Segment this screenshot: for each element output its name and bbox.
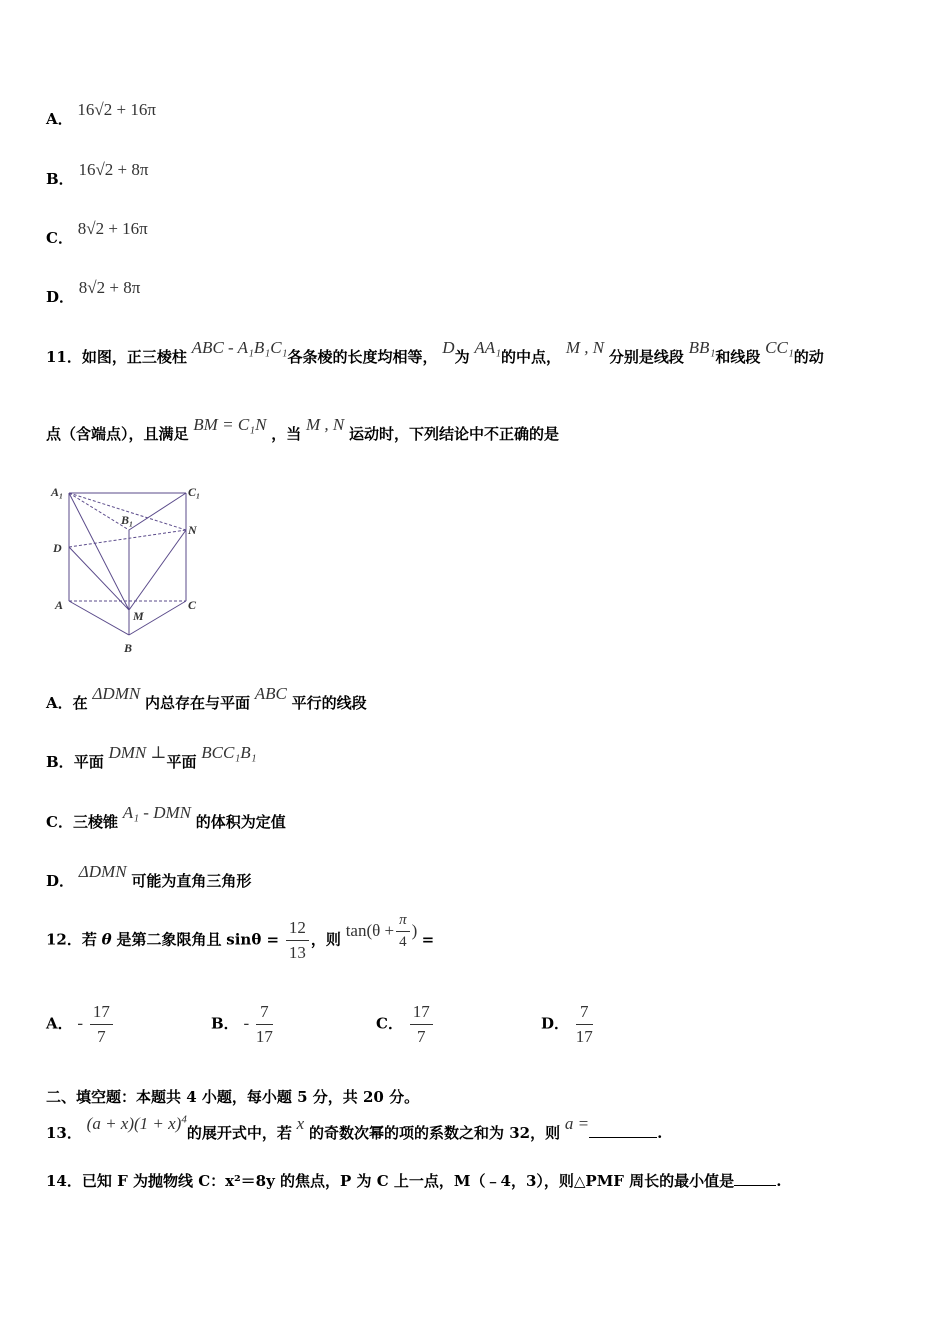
stem-math: M , N (565, 338, 605, 357)
stem-text: 的动 (793, 348, 824, 366)
option-math: ABC (254, 684, 287, 703)
q12-option-d (541, 1002, 595, 1047)
stem-math: BB₁ (688, 338, 716, 357)
option-text: 平面 (73, 753, 104, 771)
stem-text: 的中点， (501, 348, 562, 366)
segment-dn (69, 530, 186, 547)
stem-math (87, 1114, 187, 1133)
question-number: 11． (46, 348, 82, 366)
stem-text: . (776, 1172, 782, 1190)
option-label: A． (46, 1014, 73, 1033)
stem-math: AA₁ (474, 338, 502, 357)
label-m: M (133, 609, 144, 623)
denominator: 7 (97, 1027, 106, 1046)
option-label: B． (211, 1014, 239, 1033)
stem-text: 是第二象限角且 (116, 930, 222, 949)
stem-text: 的展开式中，若 (186, 1124, 292, 1142)
option-math: BCC₁B₁ (201, 743, 257, 762)
q12-option-b (211, 1002, 275, 1047)
q10-option-c (46, 219, 148, 248)
stem-text: 如图，正三棱柱 (81, 348, 187, 366)
q12-option-c (376, 1002, 435, 1047)
label-n: N (188, 523, 197, 537)
stem-math: sinθ = (226, 930, 280, 949)
stem-math: a = (564, 1114, 590, 1133)
option-text: 内总存在与平面 (144, 694, 250, 712)
option-fraction (410, 1002, 433, 1047)
option-text: 平行的线段 (291, 694, 367, 712)
tan-expression (345, 912, 422, 951)
stem-math: ABC - A₁B₁C₁ (191, 338, 288, 357)
stem-text: 已知 F 为抛物线 C：x²＝8y 的焦点，P 为 C 上一点，M（﹣4，3），则△PMF 周长的最小值是 (81, 1172, 735, 1190)
option-text: 的体积为定值 (195, 813, 286, 831)
denominator: 17 (255, 1027, 273, 1046)
answer-blank[interactable] (589, 1137, 657, 1138)
denominator: 7 (416, 1027, 426, 1046)
denominator: 4 (399, 934, 407, 951)
edge-ab (69, 601, 129, 635)
option-math: 8√2 + 16π (77, 219, 148, 238)
option-fraction (256, 1002, 273, 1047)
stem-text: ，当 (271, 425, 302, 443)
option-sign: - (77, 1013, 84, 1033)
q12-option-a (46, 1002, 115, 1047)
question-number: 12． (46, 930, 82, 949)
q11-option-b (46, 743, 257, 772)
option-label: A． (46, 110, 73, 128)
numerator: 17 (90, 1002, 113, 1025)
section-heading: 二、填空题：本题共 4 小题，每小题 5 分，共 20 分。 (46, 1088, 420, 1106)
segment-a1m (69, 493, 129, 610)
exponent: 4 (181, 1113, 187, 1126)
stem-text: 分别是线段 (608, 348, 684, 366)
q10-option-a (46, 100, 156, 129)
stem-math: M , N (305, 415, 345, 434)
tan-suffix: ) (411, 920, 418, 940)
q11-option-c (46, 803, 286, 832)
q10-option-d (46, 278, 141, 307)
question-number: 13． (46, 1124, 82, 1142)
option-math: 16√2 + 16π (77, 100, 156, 119)
expression: (a + x)(1 + x) (86, 1114, 182, 1133)
option-math: ΔDMN (92, 684, 141, 703)
stem-math: CC₁ (765, 338, 794, 357)
stem-text: 若 (81, 930, 97, 949)
q12-stem (46, 912, 435, 963)
label-b1: B₁ (121, 513, 134, 527)
equals-sign: = (421, 930, 435, 949)
segment-mn (129, 530, 186, 610)
edge-b1c1 (129, 493, 186, 530)
fraction-12-13 (286, 918, 309, 963)
label-c1: C₁ (188, 485, 201, 499)
stem-text: 运动时，下列结论中不正确的是 (349, 425, 560, 443)
q14-stem (46, 1170, 781, 1191)
answer-blank[interactable] (734, 1185, 776, 1186)
option-label: B． (46, 170, 74, 188)
label-c: C (188, 598, 197, 612)
option-sign: - (243, 1013, 250, 1033)
option-text: 在 (72, 694, 88, 712)
denominator: 17 (575, 1027, 593, 1046)
stem-math: θ (101, 930, 112, 949)
label-a1: A₁ (51, 485, 64, 499)
option-label: B． (46, 753, 74, 771)
stem-text: 点（含端点），且满足 (46, 425, 189, 443)
option-fraction (576, 1002, 593, 1047)
option-label: D． (46, 288, 75, 306)
denominator: 13 (288, 943, 306, 962)
label-b: B (124, 641, 133, 655)
stem-text: ，则 (310, 930, 341, 949)
label-d: D (53, 541, 62, 555)
numerator: 7 (576, 1002, 593, 1025)
option-text: 平面 (166, 753, 197, 771)
prism-figure (46, 478, 216, 658)
option-label: D． (541, 1014, 570, 1033)
question-number: 14． (46, 1172, 82, 1190)
q11-option-d (46, 862, 252, 891)
option-text: 三棱锥 (72, 813, 118, 831)
numerator: 17 (410, 1002, 433, 1025)
stem-math: D (442, 338, 455, 357)
option-label: C． (46, 229, 73, 247)
q11-stem-line1 (46, 338, 824, 367)
label-a: A (55, 598, 64, 612)
stem-text: 为 (454, 348, 470, 366)
stem-math: x (296, 1114, 305, 1133)
option-math: ΔDMN (78, 862, 127, 881)
stem-math: BM = C₁N (193, 415, 267, 434)
option-fraction (90, 1002, 113, 1047)
stem-text: 各条棱的长度均相等， (287, 348, 438, 366)
option-label: D． (46, 872, 75, 890)
stem-text: 的奇数次幂的项的系数之和为 32，则 (308, 1124, 561, 1142)
q11-stem-line2 (46, 415, 560, 444)
numerator: 12 (286, 918, 309, 941)
q10-option-b (46, 160, 149, 189)
option-label: C． (46, 813, 73, 831)
q13-stem (46, 1113, 663, 1143)
option-math: 16√2 + 8π (78, 160, 149, 179)
option-math: 8√2 + 8π (78, 278, 141, 297)
option-text: 可能为直角三角形 (131, 872, 252, 890)
option-label: C． (376, 1014, 403, 1033)
tan-prefix: tan(θ + (345, 920, 395, 940)
stem-text: . (657, 1124, 663, 1142)
stem-text: 和线段 (715, 348, 761, 366)
option-math: DMN ⊥ (108, 743, 167, 762)
option-label: A． (46, 694, 73, 712)
numerator: π (396, 912, 410, 932)
option-math: A₁ - DMN (122, 803, 191, 822)
q11-option-a (46, 684, 367, 713)
fraction-pi-4 (396, 912, 410, 951)
numerator: 7 (256, 1002, 273, 1025)
